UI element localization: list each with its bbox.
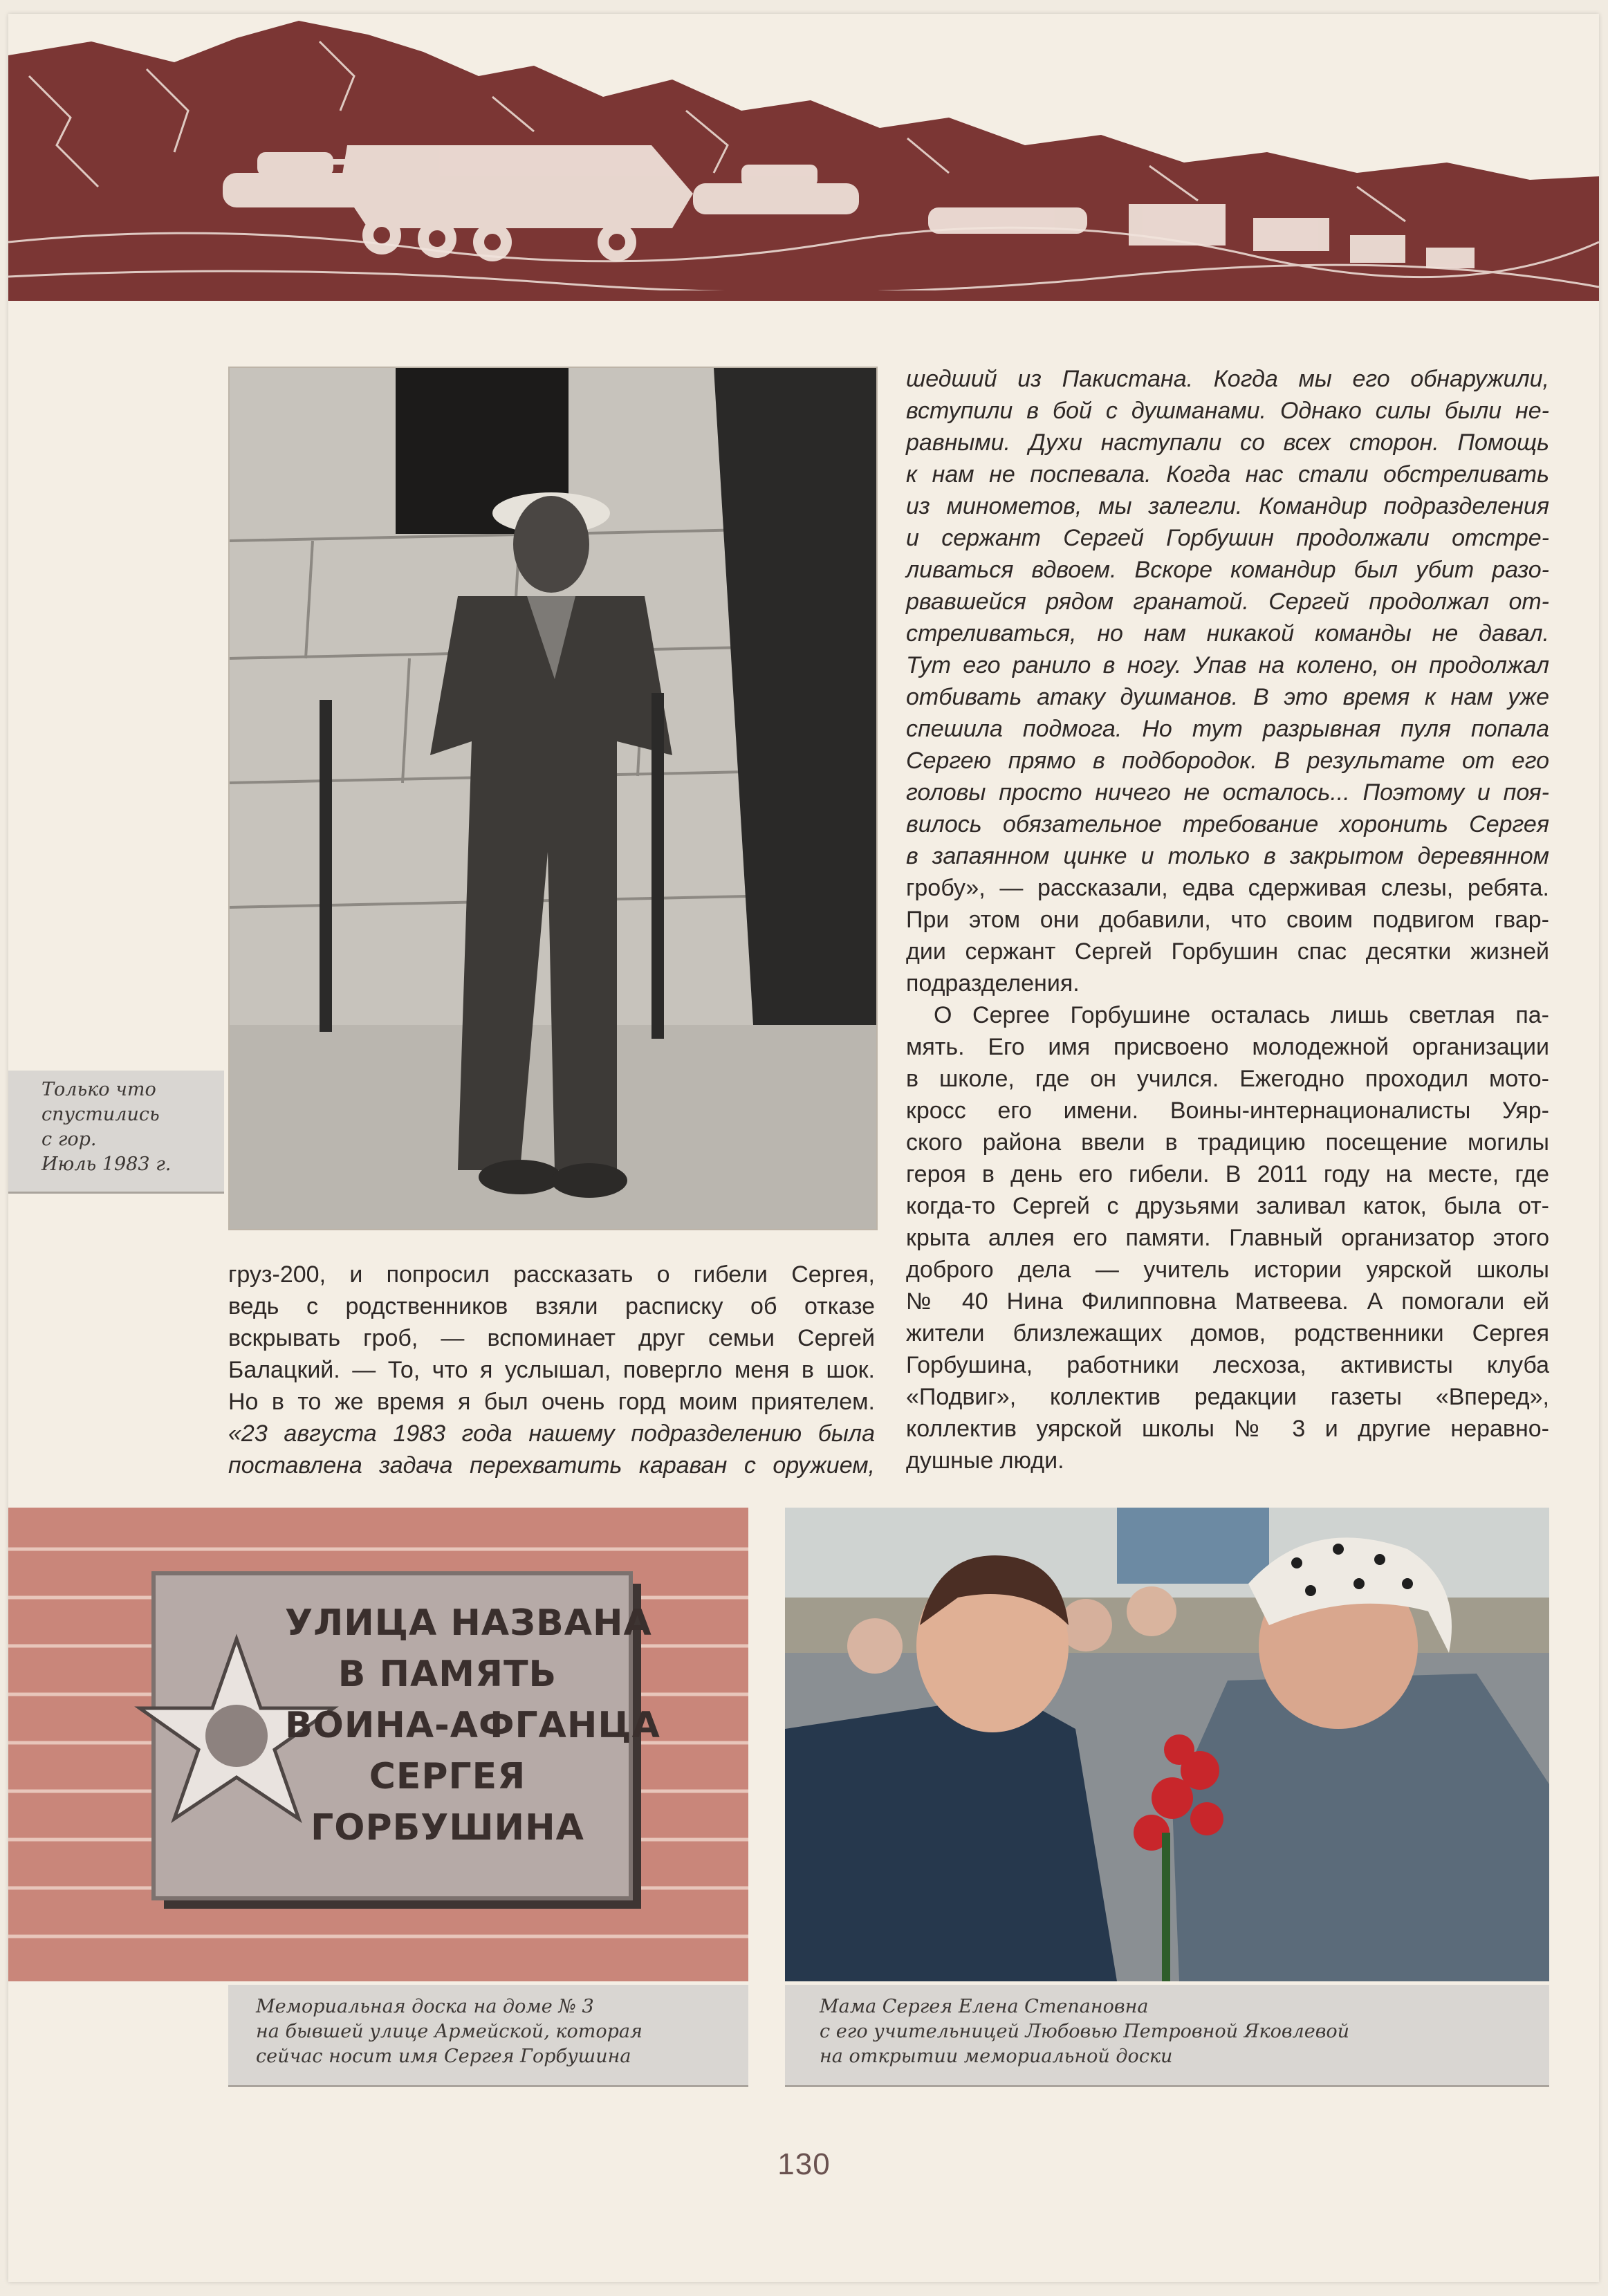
text-line: отбивать атаку душманов. В это время к нам уже bbox=[906, 684, 1549, 710]
left-column-text bbox=[228, 1259, 875, 1481]
text-line: гробу», — рассказали, едва сдерживая слезы, ребята. bbox=[906, 875, 1549, 901]
plaque-photo-caption bbox=[228, 1985, 748, 2087]
text-line: головы просто ничего не осталось... Поэтому и поя- bbox=[906, 779, 1549, 806]
caption-line: спустились bbox=[41, 1104, 160, 1125]
text-line: подразделения. bbox=[906, 970, 1080, 997]
caption-line: с его учительницей Любовью Петровной Яковлевой bbox=[820, 2021, 1350, 2042]
text-line: и сержант Сергей Горбушин продолжали отстре- bbox=[906, 525, 1549, 551]
memorial-plaque-photo bbox=[8, 1508, 748, 1981]
header-banner-illustration bbox=[8, 14, 1599, 301]
text-line: «23 августа 1983 года нашему подразделению была bbox=[228, 1420, 875, 1447]
text-line: кросс его имени. Воины-интернационалисты Уяр- bbox=[906, 1098, 1549, 1124]
text-line: Сергею прямо в подбородок. В результате от его bbox=[906, 748, 1549, 774]
plaque-line: ГОРБУШИНА bbox=[311, 1807, 584, 1849]
plaque-line: В ПАМЯТЬ bbox=[338, 1654, 557, 1695]
text-line: Балацкий. — То, что я услышал, повергло меня в шок. bbox=[228, 1357, 875, 1383]
caption-line: Июль 1983 г. bbox=[41, 1154, 172, 1175]
text-line: крыта аллея его памяти. Главный организатор этого bbox=[906, 1225, 1549, 1251]
text-line: № 40 Нина Филипповна Матвеева. А помогали ей bbox=[906, 1288, 1549, 1315]
text-line: вступили в бой с душманами. Однако силы были не- bbox=[906, 398, 1549, 424]
text-line: ведь с родственников взяли расписку об отказе bbox=[228, 1293, 875, 1320]
caption-line: сейчас носит имя Сергея Горбушина bbox=[256, 2046, 631, 2067]
text-line: к нам не поспевала. Когда нас стали обстреливать bbox=[906, 461, 1549, 488]
text-line: При этом они добавили, что своим подвигом гвар- bbox=[906, 907, 1549, 933]
text-line: Тут его ранило в ногу. Упав на колено, он продолжал bbox=[906, 652, 1549, 678]
soldier-photo bbox=[228, 367, 878, 1230]
text-line: вскрывать гроб, — вспоминает друг семьи Сергей bbox=[228, 1325, 875, 1351]
text-line: спешила подмога. Но тут разрывная пуля попала bbox=[906, 716, 1549, 742]
text-line: жители близлежащих домов, родственники Сергея bbox=[906, 1320, 1549, 1346]
text-line: «Подвиг», коллектив редакции газеты «Вперед», bbox=[906, 1384, 1549, 1410]
text-line: О Сергее Горбушине осталась лишь светлая па- bbox=[934, 1002, 1549, 1028]
text-line: героя в день его гибели. В 2011 году на месте, где bbox=[906, 1161, 1549, 1187]
text-line: когда-то Сергей с друзьями заливал каток, была от- bbox=[906, 1193, 1549, 1219]
text-line: дии сержант Сергей Горбушин спас десятки жизней bbox=[906, 938, 1549, 965]
caption-line: Мемориальная доска на доме № 3 bbox=[256, 1996, 594, 2017]
caption-line: Только что bbox=[41, 1079, 156, 1100]
caption-line: на открытии мемориальной доски bbox=[820, 2046, 1173, 2067]
plaque-line: УЛИЦА НАЗВАНА bbox=[285, 1602, 652, 1644]
text-line: груз-200, и попросил рассказать о гибели Сергея, bbox=[228, 1261, 875, 1288]
text-line: Горбушина, работники лесхоза, активисты клуба bbox=[906, 1352, 1549, 1378]
right-column-text bbox=[906, 363, 1549, 1476]
text-line: стреливаться, но нам никакой команды не давал. bbox=[906, 620, 1549, 647]
text-line: душные люди. bbox=[906, 1447, 1064, 1474]
plaque-inscription bbox=[285, 1598, 660, 1853]
caption-line: с гор. bbox=[41, 1129, 97, 1150]
text-line: рвавшейся рядом гранатой. Сергей продолжал от- bbox=[906, 589, 1549, 615]
text-line: доброго дела — учитель истории уярской школы bbox=[906, 1257, 1549, 1283]
text-line: в школе, где он учился. Ежегодно проходил мото- bbox=[906, 1066, 1549, 1092]
text-line: мять. Его имя присвоено молодежной организации bbox=[906, 1034, 1549, 1060]
plaque-line: ВОИНА-АФГАНЦА bbox=[285, 1705, 660, 1746]
caption-line: Мама Сергея Елена Степановна bbox=[820, 1996, 1149, 2017]
text-line: вилось обязательное требование хоронить Сергея bbox=[906, 811, 1549, 837]
caption-line: на бывшей улице Армейской, которая bbox=[256, 2021, 643, 2042]
text-line: коллектив уярской школы № 3 и другие неравно- bbox=[906, 1416, 1549, 1442]
mother-and-teacher-photo bbox=[785, 1508, 1549, 1981]
text-line: ливаться вдвоем. Вскоре командир был убит разо- bbox=[906, 557, 1549, 583]
plaque-line: СЕРГЕЯ bbox=[369, 1756, 526, 1797]
text-line: ского района ввели в традицию посещение могилы bbox=[906, 1129, 1549, 1156]
text-line: поставлена задача перехватить караван с оружием, bbox=[228, 1452, 875, 1479]
page-number: 130 bbox=[777, 2147, 831, 2181]
mother-photo-caption bbox=[785, 1985, 1549, 2087]
text-line: из минометов, мы залегли. Командир подразделения bbox=[906, 493, 1549, 519]
text-line: Но в то же время я был очень горд моим приятелем. bbox=[228, 1389, 875, 1415]
soldier-photo-caption bbox=[8, 1071, 224, 1194]
text-line: в запаянном цинке и только в закрытом деревянном bbox=[906, 843, 1549, 869]
text-line: шедший из Пакистана. Когда мы его обнаружили, bbox=[906, 366, 1549, 392]
text-line: равными. Духи наступали со всех сторон. Помощь bbox=[906, 429, 1549, 456]
